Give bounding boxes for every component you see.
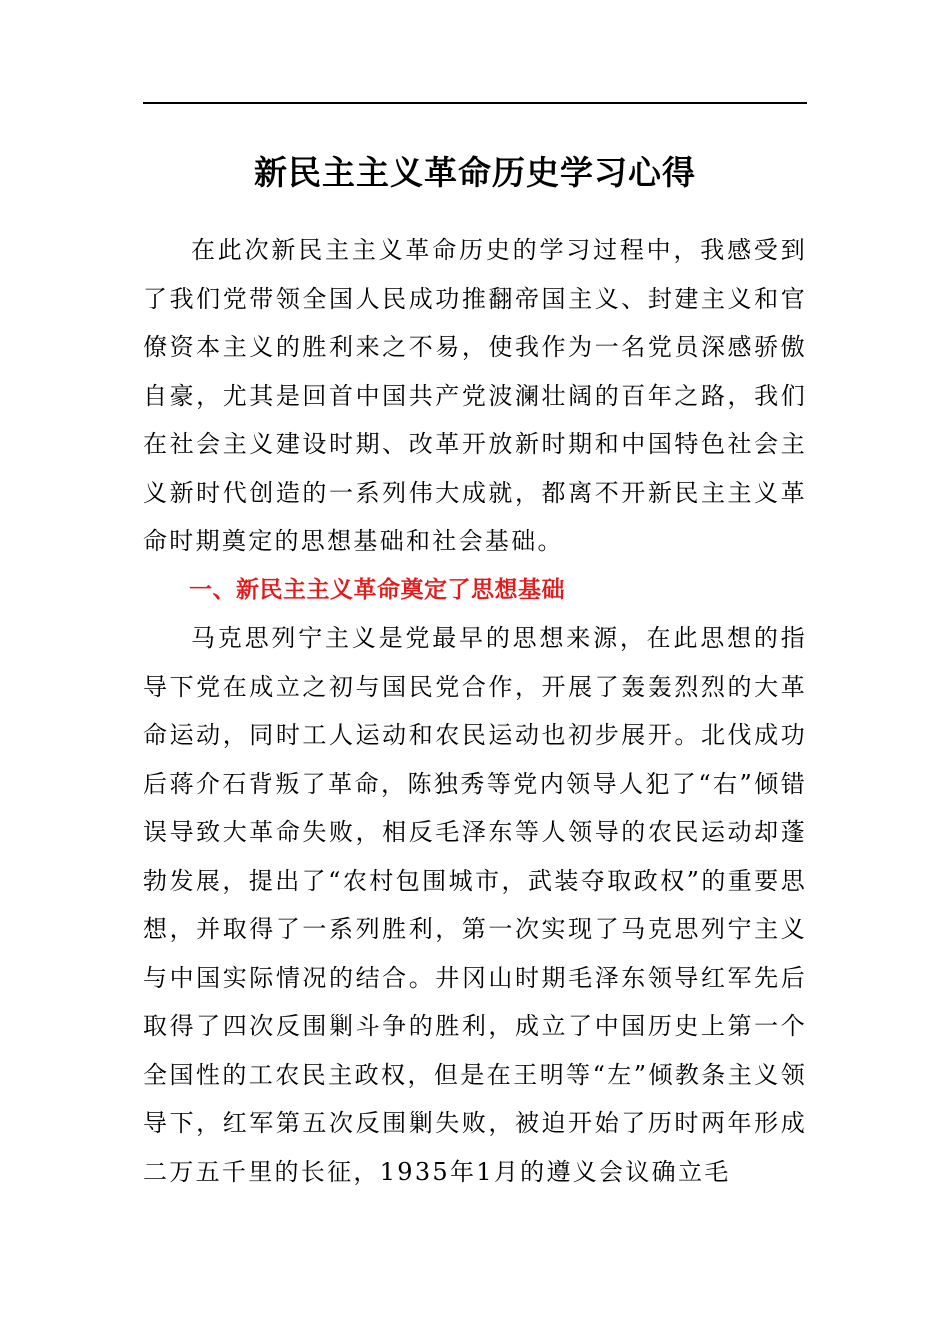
intro-paragraph: 在此次新民主主义革命历史的学习过程中，我感受到了我们党带领全国人民成功推翻帝国主义、封建主义和官僚资本主义的胜利来之不易，使我作为一名党员深感骄傲自豪，尤其是回首中国共产党波澜壮阔的百年之路，我们在社会主义建设时期、改革开放新时期和中国特色社会主义新时代创造的一系列伟大成就，都离不开新民主主义革命时期奠定的思想基础和社会基础。 — [143, 236, 807, 555]
section-heading: 一、新民主主义革命奠定了思想基础 — [189, 576, 565, 603]
section-paragraph: 马克思列宁主义是党最早的思想来源，在此思想的指导下党在成立之初与国民党合作，开展了轰轰烈烈的大革命运动，同时工人运动和农民运动也初步展开。北伐成功后蒋介石背叛了革命，陈独秀等党内领导人犯了“右”倾错误导致大革命失败，相反毛泽东等人领导的农民运动却蓬勃发展，提出了“农村包围城市，武装夺取政权”的重要思想，并取得了一系列胜利，第一次实现了马克思列宁主义与中国实际情况的结合。井冈山时期毛泽东领导红军先后取得了四次反围剿斗争的胜利，成立了中国历史上第一个全国性的工农民主政权，但是在王明等“左”倾教条主义领导下，红军第五次反围剿失败，被迫开始了历时两年形成二万五千里的长征，1935年1月的遵义会议确立毛 — [143, 624, 807, 1186]
header-rule — [143, 102, 807, 104]
document-title: 新民主主义革命历史学习心得 — [254, 153, 696, 192]
document-body — [143, 226, 807, 1196]
